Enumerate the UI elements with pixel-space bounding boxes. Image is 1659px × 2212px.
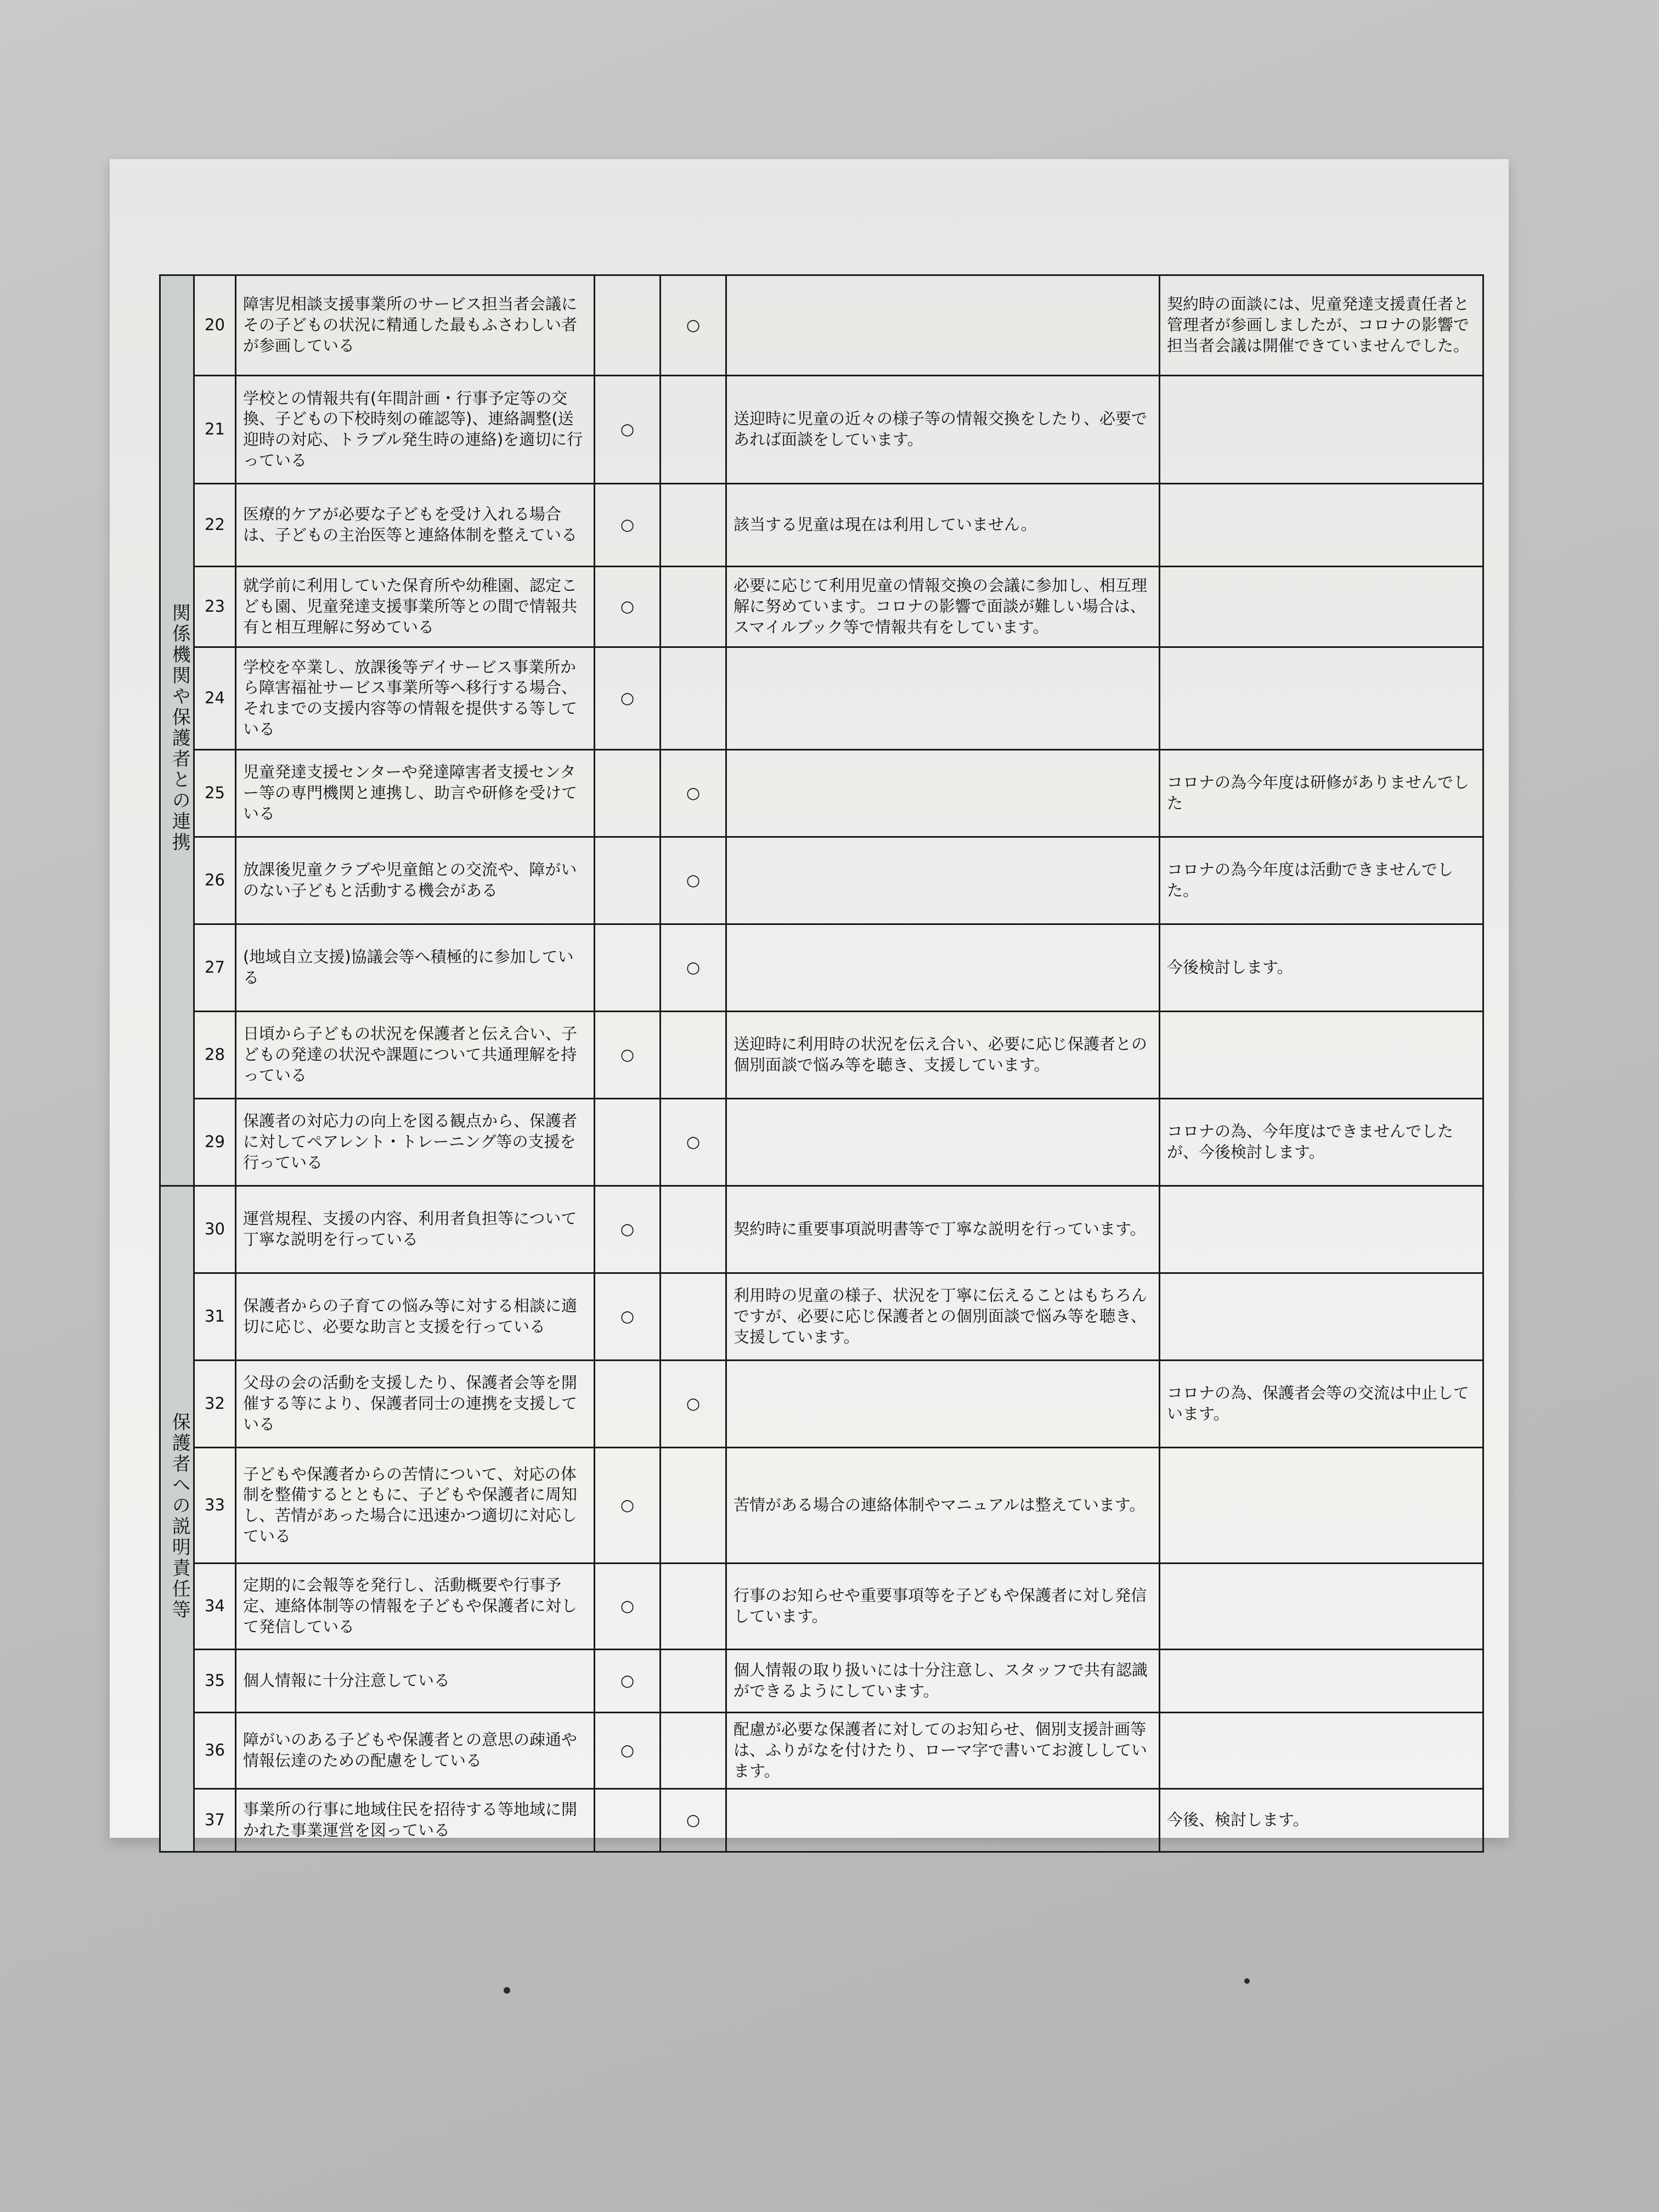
yes-mark: ○ [595,1564,661,1650]
item-text: 保護者からの子育ての悩み等に対する相談に適切に応じ、必要な助言と支援を行っている [236,1273,595,1361]
table-row [160,1650,1483,1713]
yes-mark: ○ [595,376,661,484]
no-mark: ○ [661,924,726,1012]
item-text: 日頃から子どもの状況を保護者と伝え合い、子どもの発達の状況や課題について共通理解を持っている [236,1012,595,1099]
table-row [160,750,1483,837]
paper-sheet [110,159,1509,1838]
status-note [726,647,1160,750]
yes-mark: ○ [595,484,661,567]
item-text: 障害児相談支援事業所のサービス担当者会議にその子どもの状況に精通した最もふさわしい者が参画している [236,275,595,376]
no-mark [661,567,726,647]
section-label-cell [160,1186,194,1852]
status-note: 必要に応じて利用児童の情報交換の会議に参加し、相互理解に努めています。コロナの影響で面談が難しい場合は、スマイルブック等で情報共有をしています。 [726,567,1160,647]
item-text: 個人情報に十分注意している [236,1650,595,1713]
table-row [160,647,1483,750]
improvement-note [1160,1564,1483,1650]
no-mark: ○ [661,1789,726,1852]
item-number: 33 [194,1448,236,1564]
yes-mark [595,837,661,924]
item-text: 父母の会の活動を支援したり、保護者会等を開催する等により、保護者同士の連携を支援している [236,1361,595,1448]
item-text: (地域自立支援)協議会等へ積極的に参加している [236,924,595,1012]
improvement-note: 今後、検討します。 [1160,1789,1483,1852]
item-number: 26 [194,837,236,924]
item-number: 20 [194,275,236,376]
yes-mark [595,750,661,837]
no-mark: ○ [661,1099,726,1186]
table-row [160,1361,1483,1448]
no-mark [661,484,726,567]
item-text: 子どもや保護者からの苦情について、対応の体制を整備するとともに、子どもや保護者に周知し、苦情があった場合に迅速かつ適切に対応している [236,1448,595,1564]
improvement-note: コロナの為、今年度はできませんでしたが、今後検討します。 [1160,1099,1483,1186]
status-note [726,924,1160,1012]
item-text: 放課後児童クラブや児童館との交流や、障がいのない子どもと活動する機会がある [236,837,595,924]
item-number: 31 [194,1273,236,1361]
item-number: 24 [194,647,236,750]
item-number: 36 [194,1713,236,1789]
status-note: 該当する児童は現在は利用していません。 [726,484,1160,567]
improvement-note [1160,1186,1483,1273]
improvement-note [1160,1650,1483,1713]
table-row [160,275,1483,376]
improvement-note [1160,376,1483,484]
no-mark: ○ [661,750,726,837]
item-text: 学校との情報共有(年間計画・行事予定等の交換、子どもの下校時刻の確認等)、連絡調整(送迎時の対応、トラブル発生時の連絡)を適切に行っている [236,376,595,484]
item-number: 30 [194,1186,236,1273]
item-number: 34 [194,1564,236,1650]
yes-mark: ○ [595,647,661,750]
evaluation-table [159,274,1484,1853]
item-number: 23 [194,567,236,647]
no-mark [661,1273,726,1361]
status-note [726,1361,1160,1448]
no-mark [661,647,726,750]
item-text: 就学前に利用していた保育所や幼稚園、認定こども園、児童発達支援事業所等との間で情報共有と相互理解に努めている [236,567,595,647]
yes-mark [595,1789,661,1852]
item-number: 37 [194,1789,236,1852]
improvement-note: コロナの為今年度は研修がありませんでした [1160,750,1483,837]
yes-mark: ○ [595,1448,661,1564]
table-row [160,1099,1483,1186]
item-number: 22 [194,484,236,567]
improvement-note [1160,1448,1483,1564]
item-text: 医療的ケアが必要な子どもを受け入れる場合は、子どもの主治医等と連絡体制を整えている [236,484,595,567]
improvement-note [1160,1713,1483,1789]
status-note: 送迎時に児童の近々の様子等の情報交換をしたり、必要であれば面談をしています。 [726,376,1160,484]
table-row [160,1186,1483,1273]
yes-mark: ○ [595,1650,661,1713]
table-row [160,1713,1483,1789]
status-note: 契約時に重要事項説明書等で丁寧な説明を行っています。 [726,1186,1160,1273]
table-row [160,484,1483,567]
no-mark: ○ [661,275,726,376]
no-mark [661,1186,726,1273]
item-number: 29 [194,1099,236,1186]
improvement-note: コロナの為、保護者会等の交流は中止しています。 [1160,1361,1483,1448]
yes-mark: ○ [595,1273,661,1361]
no-mark: ○ [661,1361,726,1448]
no-mark [661,376,726,484]
status-note: 配慮が必要な保護者に対してのお知らせ、個別支援計画等は、ふりがなを付けたり、ローマ字で書いてお渡ししています。 [726,1713,1160,1789]
item-number: 32 [194,1361,236,1448]
yes-mark [595,275,661,376]
table-row [160,924,1483,1012]
status-note: 苦情がある場合の連絡体制やマニュアルは整えています。 [726,1448,1160,1564]
yes-mark: ○ [595,567,661,647]
yes-mark: ○ [595,1186,661,1273]
status-note [726,275,1160,376]
improvement-note [1160,484,1483,567]
table-row [160,1789,1483,1852]
no-mark [661,1564,726,1650]
item-number: 25 [194,750,236,837]
yes-mark [595,1099,661,1186]
section-label: 関係機関や保護者との連携 [168,602,191,853]
improvement-note: 今後検討します。 [1160,924,1483,1012]
table-row [160,1012,1483,1099]
item-number: 28 [194,1012,236,1099]
yes-mark: ○ [595,1713,661,1789]
item-text: 児童発達支援センターや発達障害者支援センター等の専門機関と連携し、助言や研修を受けている [236,750,595,837]
improvement-note [1160,1012,1483,1099]
item-text: 障がいのある子どもや保護者との意思の疎通や情報伝達のための配慮をしている [236,1713,595,1789]
yes-mark: ○ [595,1012,661,1099]
dust-speck [504,1987,510,1994]
item-text: 運営規程、支援の内容、利用者負担等について丁寧な説明を行っている [236,1186,595,1273]
table-row [160,1564,1483,1650]
item-text: 学校を卒業し、放課後等デイサービス事業所から障害福祉サービス事業所等へ移行する場合、それまでの支援内容等の情報を提供する等している [236,647,595,750]
status-note [726,750,1160,837]
no-mark: ○ [661,837,726,924]
item-number: 35 [194,1650,236,1713]
no-mark [661,1012,726,1099]
item-number: 21 [194,376,236,484]
improvement-note: コロナの為今年度は活動できませんでした。 [1160,837,1483,924]
table-row [160,567,1483,647]
section-label-cell [160,275,194,1186]
improvement-note [1160,567,1483,647]
table-row [160,1448,1483,1564]
improvement-note [1160,1273,1483,1361]
table-row [160,376,1483,484]
section-label: 保護者への説明責任等 [168,1412,191,1621]
table-row [160,1273,1483,1361]
no-mark [661,1713,726,1789]
no-mark [661,1650,726,1713]
item-text: 保護者の対応力の向上を図る観点から、保護者に対してペアレント・トレーニング等の支援を行っている [236,1099,595,1186]
dust-speck [1244,1978,1250,1984]
table-row [160,837,1483,924]
status-note [726,837,1160,924]
no-mark [661,1448,726,1564]
status-note [726,1099,1160,1186]
yes-mark [595,924,661,1012]
improvement-note: 契約時の面談には、児童発達支援責任者と管理者が参画しましたが、コロナの影響で担当者会議は開催できていませんでした。 [1160,275,1483,376]
status-note: 個人情報の取り扱いには十分注意し、スタッフで共有認識ができるようにしています。 [726,1650,1160,1713]
status-note: 送迎時に利用時の状況を伝え合い、必要に応じ保護者との個別面談で悩み等を聴き、支援しています。 [726,1012,1160,1099]
status-note [726,1789,1160,1852]
status-note: 行事のお知らせや重要事項等を子どもや保護者に対し発信しています。 [726,1564,1160,1650]
improvement-note [1160,647,1483,750]
item-text: 事業所の行事に地域住民を招待する等地域に開かれた事業運営を図っている [236,1789,595,1852]
item-text: 定期的に会報等を発行し、活動概要や行事予定、連絡体制等の情報を子どもや保護者に対して発信している [236,1564,595,1650]
status-note: 利用時の児童の様子、状況を丁寧に伝えることはもちろんですが、必要に応じ保護者との個別面談で悩み等を聴き、支援しています。 [726,1273,1160,1361]
item-number: 27 [194,924,236,1012]
yes-mark [595,1361,661,1448]
